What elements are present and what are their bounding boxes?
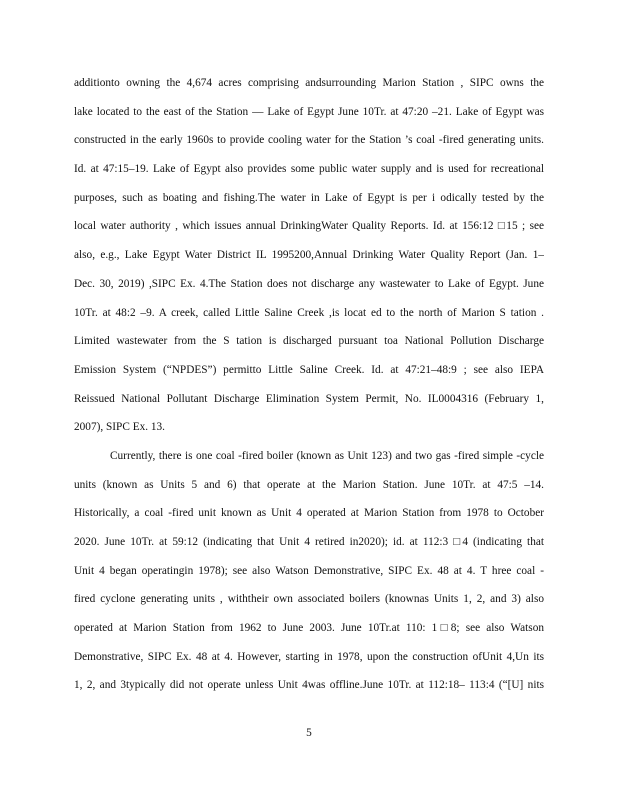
text-line: units (known as Units 5 and 6) that operate at the Marion Station. June 10Tr. at 47:5 –14. xyxy=(74,478,544,491)
text-line: 10Tr. at 48:2 –9. A creek, called Little Saline Creek ,is locat ed to the north of Marion S tation . xyxy=(74,306,544,319)
text-line: fired cyclone generating units , withtheir own associated boilers (knownas Units 1, 2, and 3) also xyxy=(74,593,544,606)
text-line: Dec. 30, 2019) ,SIPC Ex. 4.The Station does not discharge any wastewater to Lake of Egypt. June xyxy=(74,277,544,290)
paragraph-1 xyxy=(74,69,544,442)
text-line: additionto owning the 4,674 acres comprising andsurrounding Marion Station , SIPC owns the xyxy=(74,77,544,89)
text-line: Currently, there is one coal -fired boiler (known as Unit 123) and two gas -fired simple -cycle xyxy=(110,449,544,462)
text-line: Unit 4 began operatingin 1978); see also Watson Demonstrative, SIPC Ex. 48 at 4. T hree coal - xyxy=(74,564,544,577)
text-line: local water authority , which issues annual DrinkingWater Quality Reports. Id. at 156:12 □15 ; see xyxy=(74,220,544,233)
text-line: 2007), SIPC Ex. 13. xyxy=(74,421,166,434)
page-number: 5 xyxy=(306,727,312,739)
text-line: Id. at 47:15–19. Lake of Egypt also provides some public water supply and is used for recreational xyxy=(74,163,544,176)
text-line: Limited wastewater from the S tation is discharged pursuant toa National Pollution Discharge xyxy=(74,335,544,348)
body-text xyxy=(74,69,544,700)
text-line: purposes, such as boating and fishing.The water in Lake of Egypt is per i odically tested by the xyxy=(74,191,544,204)
text-line: also, e.g., Lake Egypt Water District IL 1995200,Annual Drinking Water Quality Report (Jan. 1– xyxy=(74,249,544,262)
text-line: operated at Marion Station from 1962 to June 2003. June 10Tr.at 110: 1□8; see also Watson xyxy=(74,622,544,635)
text-line: lake located to the east of the Station — Lake of Egypt June 10Tr. at 47:20 –21. Lake of Egypt was xyxy=(74,105,544,118)
text-line: Emission System (“NPDES”) permitto Little Saline Creek. Id. at 47:21–48:9 ; see also IEPA xyxy=(74,363,544,376)
text-line: 2020. June 10Tr. at 59:12 (indicating that Unit 4 retired in2020); id. at 112:3 □4 (indicating that xyxy=(74,536,544,548)
text-line: Reissued National Pollutant Discharge Elimination System Permit, No. IL0004316 (February 1, xyxy=(74,392,544,405)
text-line: 1, 2, and 3typically did not operate unless Unit 4was offline.June 10Tr. at 112:18– 113:4 (“[U] nits xyxy=(74,679,544,692)
text-line: Demonstrative, SIPC Ex. 48 at 4. However, starting in 1978, upon the construction ofUnit 4,Un its xyxy=(74,650,544,663)
text-line: Historically, a coal -fired unit known as Unit 4 operated at Marion Station from 1978 to October xyxy=(74,507,544,520)
paragraph-2 xyxy=(74,442,544,700)
text-line: constructed in the early 1960s to provide cooling water for the Station ’s coal -fired generating units. xyxy=(74,134,544,147)
